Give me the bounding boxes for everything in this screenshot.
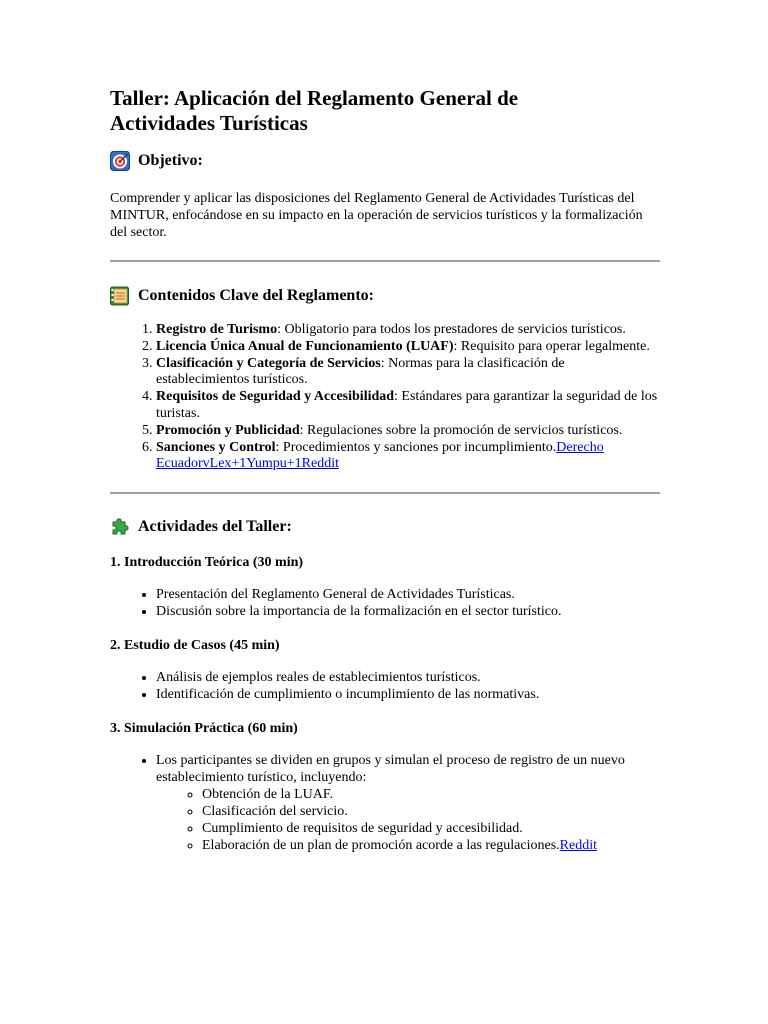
reddit-link[interactable]: Reddit <box>559 838 597 854</box>
title-line-1: Taller: Aplicación del Reglamento General de <box>110 86 519 110</box>
step-3-bullet-text: Los participantes se dividen en grupos y simulan el proceso de registro de un nuevo establecimiento turístico, incluyendo: <box>156 753 625 786</box>
sub-item-text: Elaboración de un plan de promoción acorde a las regulaciones. <box>202 838 560 854</box>
puzzle-icon <box>110 517 130 537</box>
step-3-list <box>110 752 660 854</box>
list-item <box>156 440 660 474</box>
list-item: • Análisis de ejemplos reales de establecimientos turísticos. <box>156 669 660 686</box>
step-2-list <box>110 669 660 703</box>
item-term: Promoción y Publicidad <box>156 422 300 438</box>
page-title <box>110 86 660 136</box>
item-desc: : Obligatorio para todos los prestadores de servicios turísticos. <box>277 322 626 337</box>
list-item <box>156 389 660 423</box>
list-item <box>156 356 660 390</box>
title-line-2: Actividades Turísticas <box>110 111 308 135</box>
section-divider <box>110 492 660 494</box>
list-item: ◦ Cumplimiento de requisitos de seguridad y accesibilidad. <box>202 820 660 837</box>
contents-heading-text: Contenidos Clave del Reglamento: <box>138 287 374 304</box>
item-desc: : Procedimientos y sanciones por incumplimiento. <box>275 439 557 455</box>
list-item: ◦ Clasificación del servicio. <box>202 803 660 820</box>
list-item <box>156 322 660 339</box>
step-3-title: 3. Simulación Práctica (60 min) <box>110 721 298 737</box>
list-item: ◦ Obtención de la LUAF. <box>202 786 660 803</box>
list-item: • Identificación de cumplimiento o incumplimiento de las normativas. <box>156 686 660 703</box>
item-desc: : Estándares para garantizar la seguridad de los turistas. <box>156 389 658 421</box>
list-item <box>202 837 660 854</box>
source-link[interactable]: Derecho EcuadorvLex+1Yumpu+1Reddit <box>156 439 604 472</box>
step-2-title: 2. Estudio de Casos (45 min) <box>110 638 280 654</box>
item-term: Sanciones y Control <box>156 439 276 455</box>
activities-heading-text: Actividades del Taller: <box>138 518 292 536</box>
target-icon <box>110 151 130 171</box>
contents-list <box>110 322 660 473</box>
item-desc: : Normas para la clasificación de establecimientos turísticos. <box>156 355 565 388</box>
objective-heading-text: Objetivo: <box>138 152 203 169</box>
list-item <box>156 423 660 440</box>
notebook-icon <box>110 286 130 306</box>
contents-heading <box>110 285 660 307</box>
item-term: Requisitos de Seguridad y Accesibilidad <box>156 389 395 405</box>
item-term: Clasificación y Categoría de Servicios <box>156 355 381 371</box>
list-item <box>156 339 660 356</box>
activities-heading <box>110 516 660 538</box>
document-content <box>110 86 660 854</box>
item-term: Registro de Turismo <box>156 322 278 337</box>
item-term: Licencia Única Anual de Funcionamiento (LUAF) <box>156 338 454 354</box>
list-item <box>156 752 660 854</box>
list-item: • Discusión sobre la importancia de la formalización en el sector turístico. <box>156 603 660 620</box>
objective-heading <box>110 150 660 172</box>
item-desc: : Requisito para operar legalmente. <box>453 338 650 354</box>
objective-text: Comprender y aplicar las disposiciones del Reglamento General de Actividades Turísticas del MINTUR, enfocándose en su impacto en la operación de servicios turísticos y la formalización del sector. <box>110 191 643 240</box>
item-desc: : Regulaciones sobre la promoción de servicios turísticos. <box>299 422 623 438</box>
list-item: • Presentación del Reglamento General de Actividades Turísticas. <box>156 586 660 603</box>
step-1-title: 1. Introducción Teórica (30 min) <box>110 555 304 571</box>
section-divider <box>110 260 660 262</box>
step-1-list <box>110 586 660 620</box>
step-3-sublist <box>156 786 660 854</box>
